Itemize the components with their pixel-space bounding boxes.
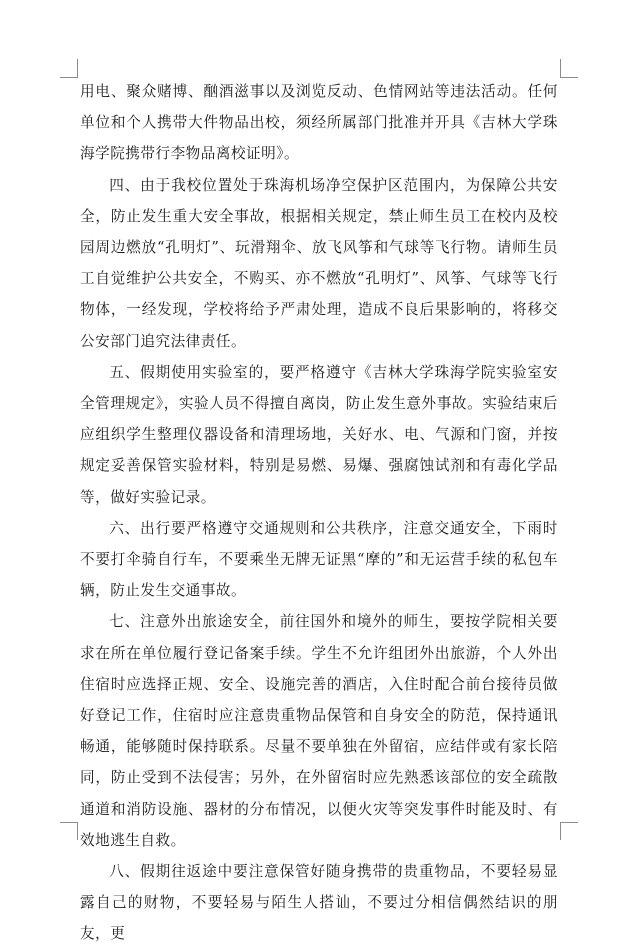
crop-mark-top-right [560,77,578,78]
paragraph-item-five: 五、假期使用实验室的，要严格遵守《吉林大学珠海学院实验室安全管理规定》，实验人员不得擅自离岗，防止发生意外事故。实验结束后应组织学生整理仪器设备和清理场地，关好水、电、气源和门窗，并按规定妥善保管实验材料，特别是易燃、易爆、强腐蚀试剂和有毒化学品等，做好实验记录。 [80,363,558,506]
paragraph-item-four: 四、由于我校位置处于珠海机场净空保护区范围内，为保障公共安全，防止发生重大安全事故，根据相关规定，禁止师生员工在校内及校园周边燃放“孔明灯”、玩滑翔伞、放飞风筝和气球等飞行物。请师生员工自觉维护公共安全，不购买、亦不燃放“孔明灯”、风筝、气球等飞行物体，一经发现，学校将给予严肃处理，造成不良后果影响的，将移交公安部门追究法律责任。 [80,176,558,350]
crop-mark-bottom-right [560,822,578,823]
document-body [80,76,558,943]
crop-mark-bottom-left [60,822,78,823]
crop-mark-top-left [60,77,78,78]
paragraph-item-seven: 七、注意外出旅途安全，前往国外和境外的师生，要按学院相关要求在所在单位履行登记备案手续。学生不允许组团外出旅游，个人外出住宿时应选择正规、安全、设施完善的酒店，入住时配合前台接待员做好登记工作，住宿时应注意贵重物品保管和自身安全的防范，保持通讯畅通，能够随时保持联系。尽量不要单独在外留宿，应结伴或有家长陪同，防止受到不法侵害；另外，在外留宿时应先熟悉该部位的安全疏散通道和消防设施、器材的分布情况，以便火灾等突发事件时能及时、有效地逃生自救。 [80,613,558,849]
paragraph-item-six: 六、出行要严格遵守交通规则和公共秩序，注意交通安全，下雨时不要打伞骑自行车，不要乘坐无牌无证黑“摩的”和无运营手续的私包车辆，防止发生交通事故。 [80,519,558,600]
paragraph-continued: 用电、聚众赌博、酗酒滋事以及浏览反动、色情网站等违法活动。任何单位和个人携带大件物品出校，须经所属部门批准并开具《吉林大学珠海学院携带行李物品离校证明》。 [80,83,558,163]
crop-mark-top-right [560,59,561,77]
crop-mark-top-left [77,59,78,77]
crop-mark-bottom-left [77,822,78,840]
crop-mark-bottom-right [560,822,561,840]
paragraph-item-eight: 八、假期往返途中要注意保管好随身携带的贵重物品，不要轻易显露自己的财物，不要轻易与陌生人搭讪，不要过分相信偶然结识的朋友，更 [80,863,558,943]
